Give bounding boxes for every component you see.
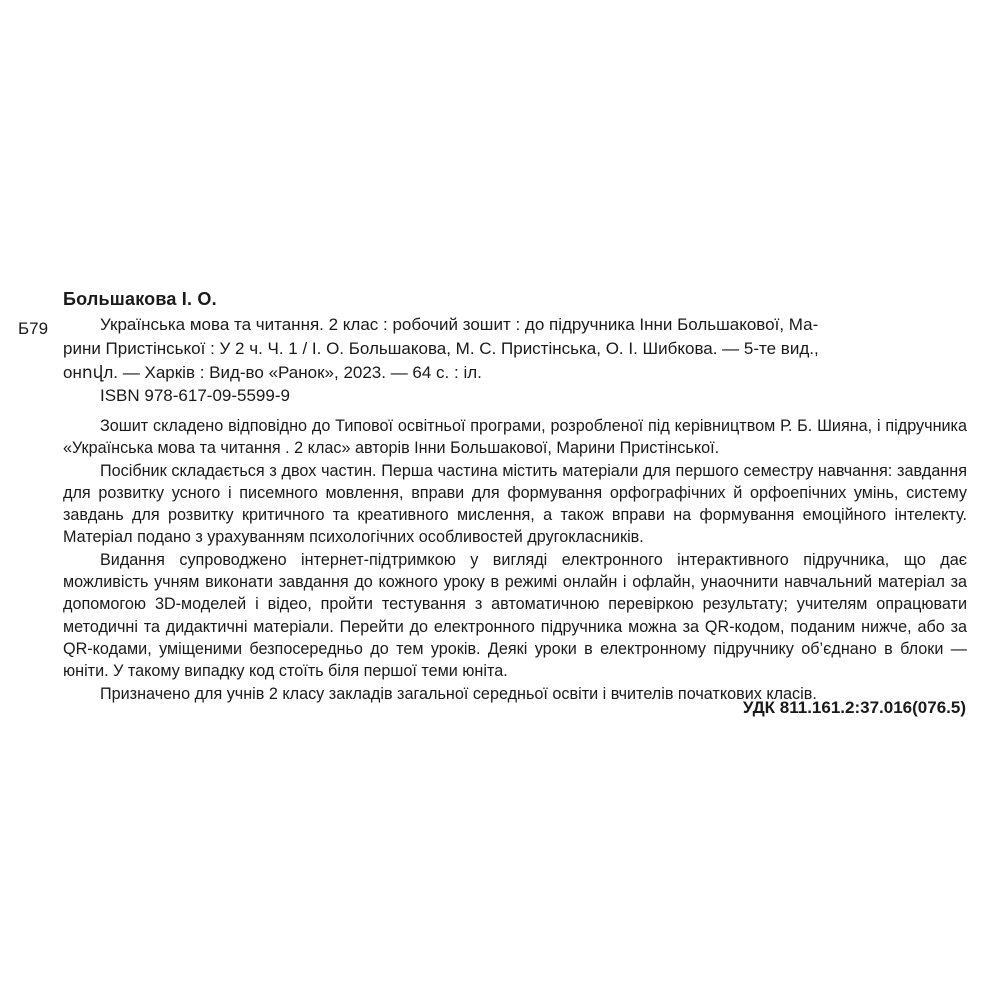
isbn: ISBN 978-617-09-5599-9	[100, 386, 290, 405]
annotation-paragraph: Зошит складено відповідно до Типової освітньої програми, розробленої під керівництвом Р. Б. Шияна, і підручника «Українська мова та читання . 2 клас» авторів Інни Большакової, Марини Пристінської.	[63, 417, 967, 458]
annotation	[63, 415, 967, 705]
annotation-paragraph: Призначено для учнів 2 класу закладів загальної середньої освіти і вчителів початкових класів.	[100, 684, 817, 703]
library-code: Б79	[18, 319, 49, 338]
annotation-paragraph: Посібник складається з двох частин. Перша частина містить матеріали для першого семестру навчання: завдання для розвитку усного і писемного мовлення, вправи для формування орфографічних й орфоепічних умінь, систему завдань для розвитку критичного та креативного мислення, а також вправи на формування емоційного інтелекту. Матеріал подано з урахуванням психологічних особливостей другокласників.	[63, 461, 967, 547]
description-line-1: Українська мова та читання. 2 клас : робочий зошит : до підручника Інни Большакової, Ма-	[100, 315, 819, 334]
bibliographic-description	[63, 313, 967, 385]
author-heading: Большакова І. О.	[63, 289, 217, 309]
description-line-2: рини Пристінської : У 2 ч. Ч. 1 / І. О. Большакова, М. С. Пристінська, О. І. Шибкова. — 5-те вид.,	[63, 339, 819, 358]
udk-code: УДК 811.161.2:37.016(076.5)	[742, 698, 966, 717]
annotation-paragraph: Видання супроводжено інтернет-підтримкою у вигляді електронного інтерактивного підручника, що дає можливість учням виконати завдання до кожного уроку в режимі онлайн і офлайн, унаочнити навчальний матеріал за допомогою 3D-моделей і відео, пройти тестування з автоматичною перевіркою результату; учителям опрацювати методичні та дидактичні матеріали. Перейти до електронного підручника можна за QR-кодом, поданим нижче, або за QR-кодами, уміщеними безпосередньо до тем уроків. Деякі уроки в електронному підручнику об’єднано в блоки — юніти. У такому випадку код стоїть біля першої теми юніта.	[63, 550, 967, 681]
description-line-3: онովл. — Харків : Вид-во «Ранок», 2023. — 64 с. : іл.	[63, 363, 482, 382]
